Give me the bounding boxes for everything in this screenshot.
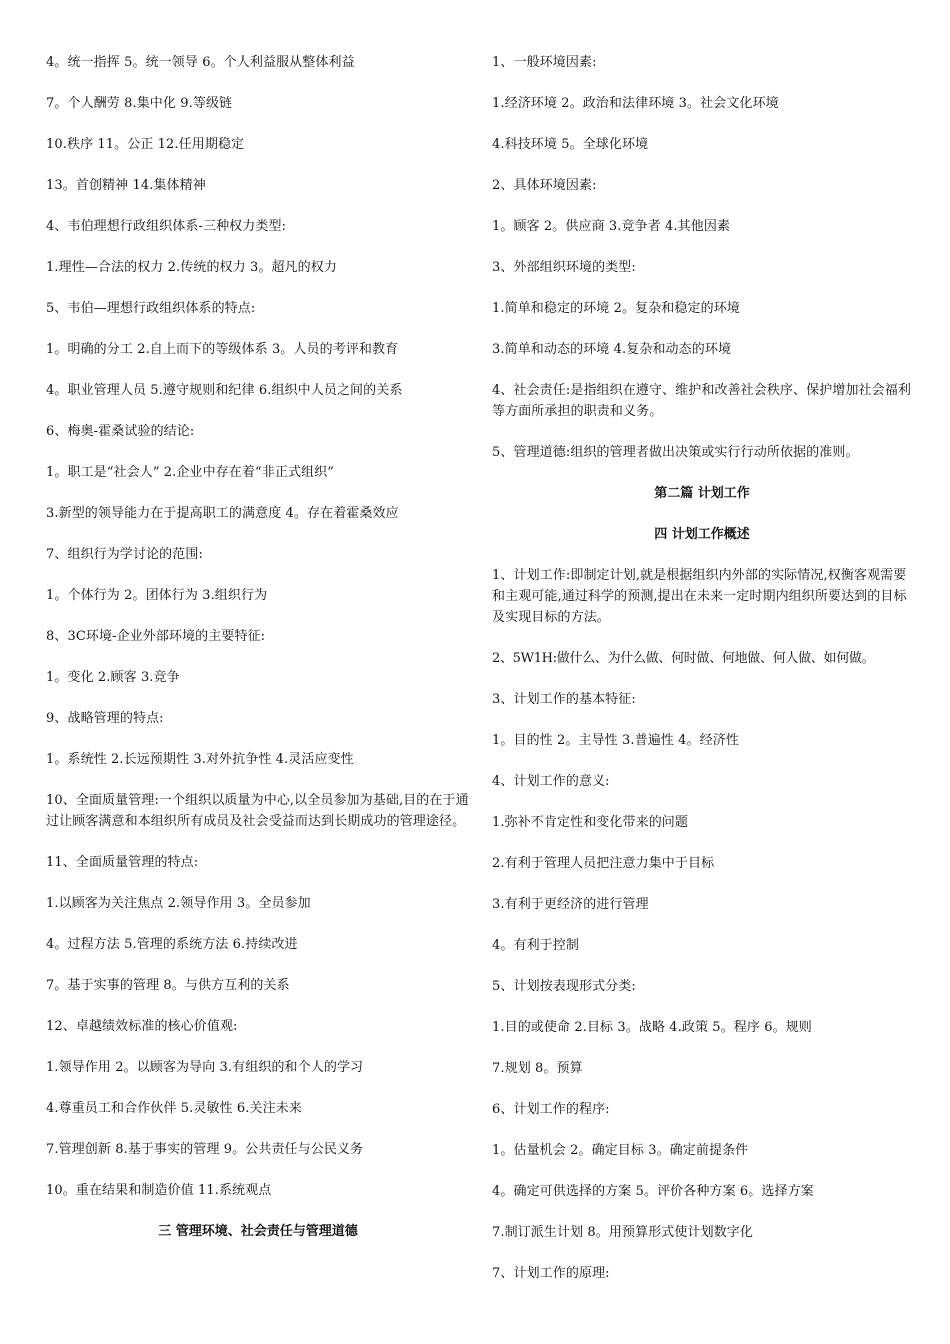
paragraph: 1.目的或使命 2.目标 3。战略 4.政策 5。程序 6。规则 xyxy=(492,1020,812,1035)
paragraph: 8、3C环境-企业外部环境的主要特征: xyxy=(46,629,266,644)
paragraph: 3.有利于更经济的进行管理 xyxy=(492,897,649,912)
paragraph: 1。明确的分工 2.自上而下的等级体系 3。人员的考评和教育 xyxy=(46,342,399,357)
paragraph: 10、全面质量管理:一个组织以质量为中心,以全员参加为基础,目的在于通过让顾客满意和本组织所有成员及社会受益而达到长期成功的管理途径。 xyxy=(46,793,469,829)
paragraph: 1.理性—合法的权力 2.传统的权力 3。超凡的权力 xyxy=(46,260,337,275)
paragraph: 1。顾客 2。供应商 3.竞争者 4.其他因素 xyxy=(492,219,731,234)
left-column xyxy=(46,52,470,1262)
paragraph: 2.有利于管理人员把注意力集中于目标 xyxy=(492,856,715,871)
paragraph: 7.规划 8。预算 xyxy=(492,1061,583,1076)
paragraph: 7。基于实事的管理 8。与供方互利的关系 xyxy=(46,978,290,993)
paragraph: 4。职业管理人员 5.遵守规则和纪律 6.组织中人员之间的关系 xyxy=(46,383,403,398)
part-heading: 第二篇 计划工作 xyxy=(654,486,750,501)
paragraph: 5、计划按表现形式分类: xyxy=(492,979,636,994)
paragraph: 3、计划工作的基本特征: xyxy=(492,692,636,707)
paragraph: 6、梅奥-霍桑试验的结论: xyxy=(46,424,195,439)
paragraph: 9、战略管理的特点: xyxy=(46,711,164,726)
paragraph: 1、一般环境因素: xyxy=(492,55,597,70)
paragraph: 1。职工是“社会人” 2.企业中存在着“非正式组织” xyxy=(46,465,334,480)
paragraph: 1。个体行为 2。团体行为 3.组织行为 xyxy=(46,588,268,603)
paragraph: 4.尊重员工和合作伙伴 5.灵敏性 6.关注未来 xyxy=(46,1101,302,1116)
paragraph: 7.管理创新 8.基于事实的管理 9。公共责任与公民义务 xyxy=(46,1142,364,1157)
paragraph: 4。过程方法 5.管理的系统方法 6.持续改进 xyxy=(46,937,298,952)
paragraph: 7、计划工作的原理: xyxy=(492,1266,610,1281)
paragraph: 11、全面质量管理的特点: xyxy=(46,855,199,870)
paragraph: 1。变化 2.顾客 3.竞争 xyxy=(46,670,180,685)
paragraph: 1、计划工作:即制定计划,就是根据组织内外部的实际情况,权衡客观需要和主观可能,通过科学的预测,提出在未来一定时期内组织所要达到的目标及实现目标的方法。 xyxy=(492,568,907,625)
paragraph: 1.领导作用 2。以顾客为导向 3.有组织的和个人的学习 xyxy=(46,1060,364,1075)
paragraph: 1。估量机会 2。确定目标 3。确定前提条件 xyxy=(492,1143,749,1158)
paragraph: 5、管理道德:组织的管理者做出决策或实行行动所依据的准则。 xyxy=(492,445,859,460)
paragraph: 4。确定可供选择的方案 5。评价各种方案 6。选择方案 xyxy=(492,1184,814,1199)
paragraph: 12、卓越绩效标准的核心价值观: xyxy=(46,1019,238,1034)
paragraph: 1.简单和稳定的环境 2。复杂和稳定的环境 xyxy=(492,301,740,316)
paragraph: 7.制订派生计划 8。用预算形式使计划数字化 xyxy=(492,1225,754,1240)
paragraph: 1.弥补不肯定性和变化带来的问题 xyxy=(492,815,689,830)
paragraph: 1.经济环境 2。政治和法律环境 3。社会文化环境 xyxy=(492,96,779,111)
paragraph: 2、具体环境因素: xyxy=(492,178,597,193)
right-column xyxy=(492,52,912,1304)
paragraph: 4。有利于控制 xyxy=(492,938,579,953)
paragraph: 10。重在结果和制造价值 11.系统观点 xyxy=(46,1183,272,1198)
paragraph: 1。目的性 2。主导性 3.普遍性 4。经济性 xyxy=(492,733,739,748)
section-heading: 三 管理环境、社会责任与管理道德 xyxy=(158,1224,358,1239)
paragraph: 1。系统性 2.长远预期性 3.对外抗争性 4.灵活应变性 xyxy=(46,752,354,767)
paragraph: 13。首创精神 14.集体精神 xyxy=(46,178,206,193)
paragraph: 7。个人酬劳 8.集中化 9.等级链 xyxy=(46,96,233,111)
paragraph: 3、外部组织环境的类型: xyxy=(492,260,636,275)
chapter-heading: 四 计划工作概述 xyxy=(654,527,750,542)
paragraph: 4。统一指挥 5。统一领导 6。个人利益服从整体利益 xyxy=(46,55,355,70)
paragraph: 4、计划工作的意义: xyxy=(492,774,610,789)
paragraph: 10.秩序 11。公正 12.任用期稳定 xyxy=(46,137,245,152)
paragraph: 1.以顾客为关注焦点 2.领导作用 3。全员参加 xyxy=(46,896,311,911)
paragraph: 6、计划工作的程序: xyxy=(492,1102,610,1117)
paragraph: 4、韦伯理想行政组织体系-三种权力类型: xyxy=(46,219,287,234)
paragraph: 3.新型的领导能力在于提高职工的满意度 4。存在着霍桑效应 xyxy=(46,506,399,521)
paragraph: 7、组织行为学讨论的范围: xyxy=(46,547,203,562)
paragraph: 5、韦伯—理想行政组织体系的特点: xyxy=(46,301,256,316)
paragraph: 2、5W1H:做什么、为什么做、何时做、何地做、何人做、如何做。 xyxy=(492,651,875,666)
paragraph: 3.简单和动态的环境 4.复杂和动态的环境 xyxy=(492,342,732,357)
paragraph: 4、社会责任:是指组织在遵守、维护和改善社会秩序、保护增加社会福利等方面所承担的职责和义务。 xyxy=(492,383,911,419)
paragraph: 4.科技环境 5。全球化环境 xyxy=(492,137,649,152)
